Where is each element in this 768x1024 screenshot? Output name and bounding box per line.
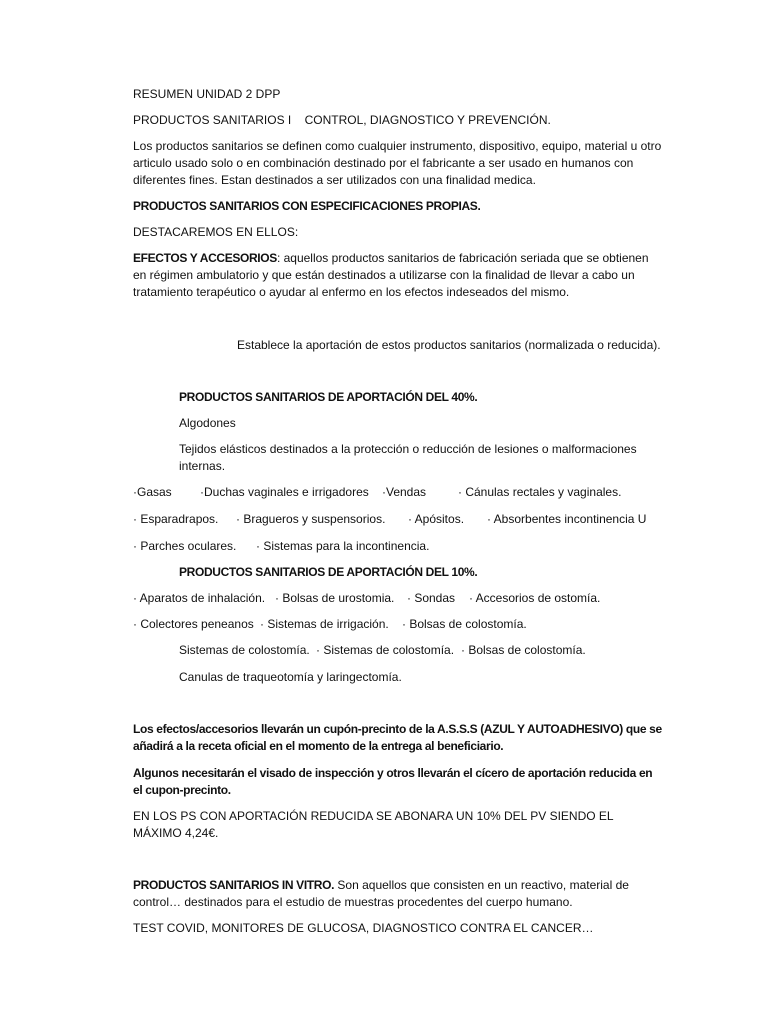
destacaremos-line: DESTACAREMOS EN ELLOS: [133,225,299,239]
heading-aportacion-40: PRODUCTOS SANITARIOS DE APORTACIÓN DEL 40%. [179,390,478,404]
doc-subtitle: PRODUCTOS SANITARIOS I CONTROL, DIAGNOSTICO Y PREVENCIÓN. [133,113,551,127]
item-bolsas-colostomia-2: · Bolsas de colostomía. [461,643,586,657]
item-accesorios-ostomia: · Accesorios de ostomía. [469,591,601,605]
efectos-label: EFECTOS Y ACCESORIOS [133,251,277,265]
item-vendas: ·Vendas [382,485,427,499]
invitro-text: Son aquellos que consisten en un reactivo, material de control… destinados para el estudio de muestras procedentes del cuerpo humano. [133,878,629,909]
item-canulas-traqueotomia: Canulas de traqueotomía y laringectomía. [179,670,402,684]
item-absorbentes: · Absorbentes incontinencia U [487,512,647,526]
visado-paragraph: Algunos necesitarán el visado de inspección y otros llevarán el cícero de aportación reducida en el cupon-precinto. [133,766,653,797]
item-gasas: ·Gasas [133,485,172,499]
item-aparatos-inhalacion: · Aparatos de inhalación. [133,591,266,605]
invitro-label: PRODUCTOS SANITARIOS IN VITRO. [133,878,335,892]
item-sistemas-colostomia-1: Sistemas de colostomía. [179,643,310,657]
abonara-paragraph: EN LOS PS CON APORTACIÓN REDUCIDA SE ABONARA UN 10% DEL PV SIENDO EL MÁXIMO 4,24€. [133,809,614,840]
item-parches-oculares: · Parches oculares. [133,539,237,553]
doc-title: RESUMEN UNIDAD 2 DPP [133,87,281,101]
item-bolsas-colostomia-1: · Bolsas de colostomía. [402,617,527,631]
item-bolsas-urostomia: · Bolsas de urostomia. [275,591,395,605]
test-line: TEST COVID, MONITORES DE GLUCOSA, DIAGNOSTICO CONTRA EL CANCER… [133,921,594,935]
item-sistemas-colostomia-2: · Sistemas de colostomía. [316,643,455,657]
item-sistemas-irrigacion: · Sistemas de irrigación. [260,617,389,631]
heading-aportacion-10: PRODUCTOS SANITARIOS DE APORTACIÓN DEL 10%. [179,565,478,579]
intro-paragraph: Los productos sanitarios se definen como cualquier instrumento, dispositivo, equipo, material u otro articulo usado solo o en combinación destinado por el fabricante a ser usado en humanos con diferentes fines. Estan destinados a ser utilizados con una finalidad medica. [133,139,662,187]
efectos-text: : aquellos productos sanitarios de fabricación seriada que se obtienen en régimen ambulatorio y que están destinados a utilizarse con la finalidad de llevar a cabo un tratamiento terapéutico o ayudar al enfermo en los efectos indeseados del mismo. [133,251,649,299]
invitro-paragraph [133,877,663,911]
item-apositos: · Apósitos. [408,512,465,526]
item-bragueros: · Bragueros y suspensorios. [236,512,386,526]
heading-especificaciones: PRODUCTOS SANITARIOS CON ESPECIFICACIONES PROPIAS. [133,199,481,213]
item-colectores-peneanos: · Colectores peneanos [133,617,254,631]
item-tejidos: Tejidos elásticos destinados a la protección o reducción de lesiones o malformaciones internas. [179,442,637,473]
item-sistemas-incontinencia: · Sistemas para la incontinencia. [256,539,430,553]
item-duchas-vaginales: ·Duchas vaginales e irrigadores [200,485,369,499]
item-canulas-rectales: · Cánulas rectales y vaginales. [458,485,622,499]
item-sondas: · Sondas [407,591,456,605]
item-esparadrapos: · Esparadrapos. [133,512,219,526]
efectos-paragraph [133,250,663,301]
item-algodones: Algodones [179,416,236,430]
cupon-precinto-paragraph: Los efectos/accesorios llevarán un cupón-precinto de la A.S.S.S (AZUL Y AUTOADHESIVO) que se añadirá a la receta oficial en el momento de la entrega al beneficiario. [133,722,662,753]
aportacion-note: Establece la aportación de estos productos sanitarios (normalizada o reducida). [237,338,661,352]
